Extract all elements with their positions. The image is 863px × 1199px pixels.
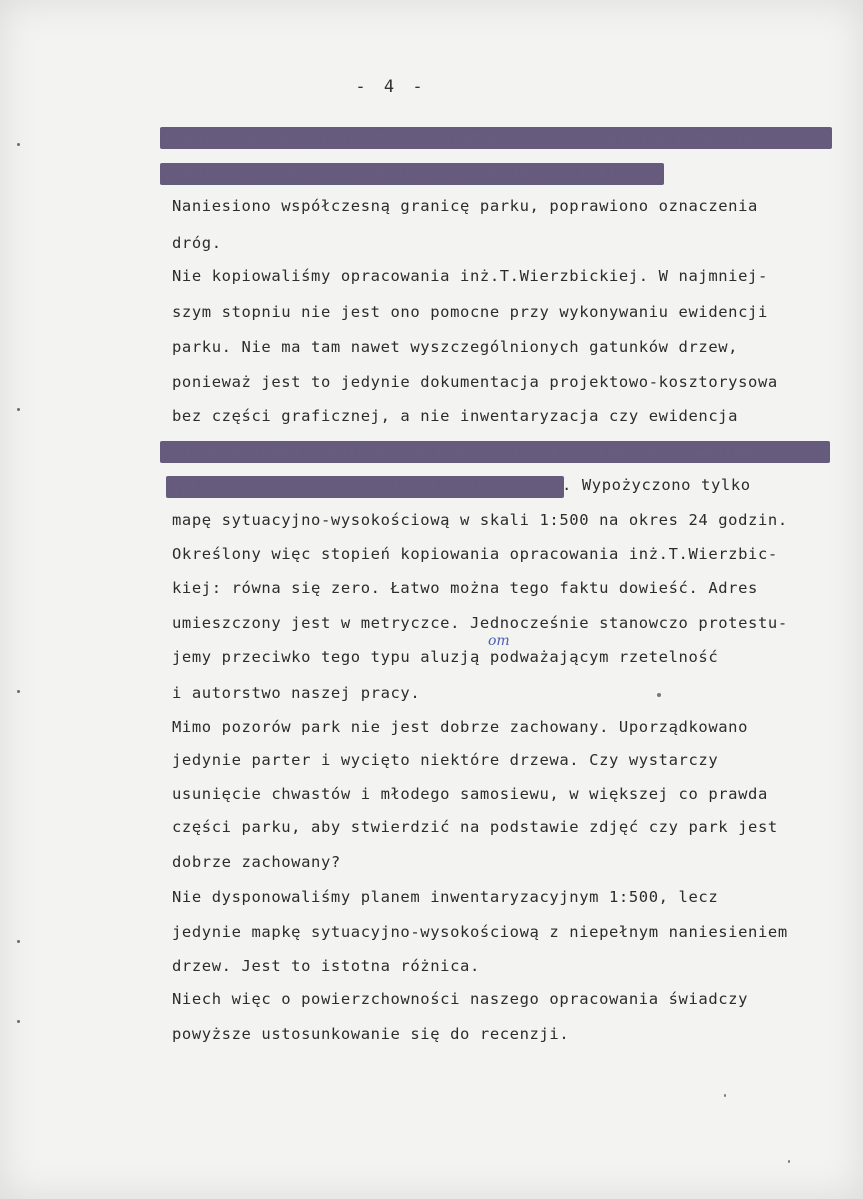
text-line: Niech więc o powierzchowności naszego opracowania świadczy	[172, 990, 749, 1008]
text-line: Naniesiono współczesną granicę parku, poprawiono oznaczenia	[172, 197, 758, 215]
text-line: i autorstwo naszej pracy.	[172, 684, 421, 702]
margin-mark	[17, 408, 20, 411]
text-line: umieszczony jest w metryczce. Jednocześnie stanowczo protestu-	[172, 614, 788, 632]
text-line: jemy przeciwko tego typu aluzją podważającym rzetelność	[172, 648, 719, 666]
text-line: Nie dysponowaliśmy planem inwentaryzacyjnym 1:500, lecz	[172, 888, 719, 906]
text-line: drzew. Jest to istotna różnica.	[172, 957, 480, 975]
text-line: szym stopniu nie jest ono pomocne przy wykonywaniu ewidencji	[172, 303, 768, 321]
redacted-text: był go w rękach przez niecałą minutę	[170, 478, 517, 496]
text-line: jedynie parter i wycięto niektóre drzewa. Czy wystarczy	[172, 751, 719, 769]
handwritten-annotation: om	[488, 633, 510, 649]
text-line: Mimo pozorów park nie jest dobrze zachowany. Uporządkowano	[172, 718, 749, 736]
margin-mark	[17, 1020, 20, 1023]
text-line: parku. Nie ma tam nawet wyszczególnionych gatunków drzew,	[172, 338, 739, 356]
redacted-text: dopuszczone w opisach tych obiektów zamieszczonych w katalogu	[165, 129, 753, 147]
redacted-text: Zabytków Sztuki lub w Rejestrze Zabytków Sztuki	[165, 165, 618, 183]
margin-mark	[17, 690, 20, 693]
text-line: kiej: równa się zero. Łatwo można tego faktu dowieść. Adres	[172, 579, 758, 597]
text-line: usunięcie chwastów i młodego samosiewu, w większej co prawda	[172, 785, 768, 803]
paper-speck	[788, 1160, 790, 1163]
text-line: ponieważ jest to jedynie dokumentacja projektowo-kosztorysowa	[172, 373, 778, 391]
text-line: bez części graficznej, a nie inwentaryzacja czy ewidencja	[172, 407, 739, 425]
paper-speck	[657, 693, 661, 697]
text-line: Nie kopiowaliśmy opracowania inż.T.Wierzbickiej. W najmniej-	[172, 267, 768, 285]
text-line: mapę sytuacyjno-wysokościową w skali 1:500 na okres 24 godzin.	[172, 511, 788, 529]
text-line: powyższe ustosunkowanie się do recenzji.	[172, 1025, 570, 1043]
text-line: dróg.	[172, 234, 222, 252]
margin-mark	[17, 143, 20, 146]
redacted-text: Z jednym jeden z autorów zajrzał do teczki z tym opracowaniem	[165, 443, 753, 461]
paper-speck	[724, 1094, 726, 1097]
text-line: . Wypożyczono tylko	[562, 476, 751, 494]
text-line: Określony więc stopień kopiowania opracowania inż.T.Wierzbic-	[172, 545, 778, 563]
text-line: jedynie mapkę sytuacyjno-wysokościową z niepełnym naniesieniem	[172, 923, 788, 941]
page-number: - 4 -	[355, 77, 427, 97]
text-line: dobrze zachowany?	[172, 853, 341, 871]
text-line: części parku, aby stwierdzić na podstawie zdjęć czy park jest	[172, 818, 778, 836]
margin-mark	[17, 940, 20, 943]
